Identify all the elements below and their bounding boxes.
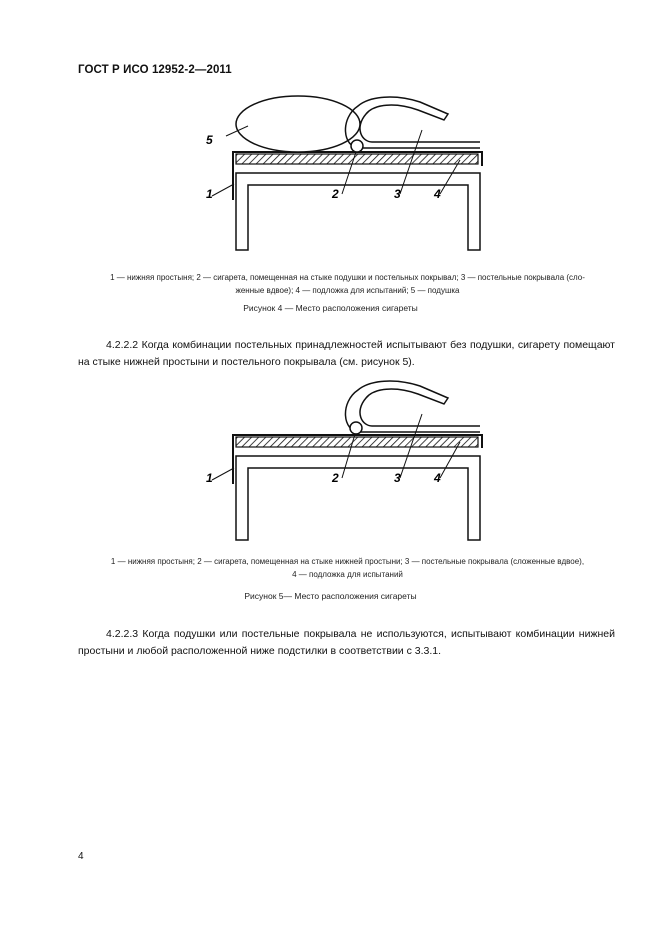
figure-4-legend-line-1: 1 — нижняя простыня; 2 — сигарета, помещенная на стыке подушки и постельных покрывал; 3 — постельные покрывала (сло-: [110, 273, 585, 282]
figure-4-legend: [60, 271, 635, 297]
pillow: [236, 96, 360, 152]
label-5: 5: [206, 133, 213, 147]
substrate-frame: [236, 456, 480, 540]
label-2: 2: [332, 471, 339, 485]
paragraph-4-2-2-3: [78, 626, 615, 660]
figure-4-legend-line-2: женные вдвое); 4 — подложка для испытаний; 5 — подушка: [235, 286, 460, 295]
figure-5-legend-line-2: 4 — подложка для испытаний: [292, 570, 403, 579]
figure-5-diagram: [190, 378, 510, 553]
label-4: 4: [434, 187, 441, 201]
label-1: 1: [206, 471, 213, 485]
figure-5-legend-line-1: 1 — нижняя простыня; 2 — сигарета, помещенная на стыке нижней простыни; 3 — постельные покрывала (сложенные вдвое),: [110, 557, 585, 566]
label-4: 4: [434, 471, 441, 485]
folded-bedcover: [345, 97, 480, 148]
label-1: 1: [206, 187, 213, 201]
cigarette: [351, 140, 363, 152]
label-3: 3: [394, 471, 401, 485]
folded-bedcover: [345, 381, 480, 432]
hatched-layer: [236, 437, 478, 447]
paragraph-4-2-2-3-text: 4.2.2.3 Когда подушки или постельные покрывала не используются, испытывают комбинации нижней простыни и любой расположенной ниже подстилки в соответствии с 3.3.1.: [78, 628, 615, 657]
figure-5-legend: [60, 555, 635, 581]
hatched-layer: [236, 154, 478, 164]
figure-5-title: Рисунок 5— Место расположения сигареты: [244, 591, 417, 601]
substrate-frame: [236, 173, 480, 250]
figure-4-diagram: [190, 88, 510, 263]
paragraph-4-2-2-2-text: 4.2.2.2 Когда комбинации постельных принадлежностей испытывают без подушки, сигарету помещают на стыке нижней простыни и постельного покрывала (см. рисунок 5).: [78, 339, 615, 368]
cigarette: [350, 422, 362, 434]
label-3: 3: [394, 187, 401, 201]
page-number: 4: [78, 851, 84, 862]
figure-4-title: Рисунок 4 — Место расположения сигареты: [243, 303, 418, 313]
paragraph-4-2-2-2: [78, 337, 615, 371]
label-2: 2: [332, 187, 339, 201]
document-header: ГОСТ Р ИСО 12952-2—2011: [78, 64, 232, 76]
